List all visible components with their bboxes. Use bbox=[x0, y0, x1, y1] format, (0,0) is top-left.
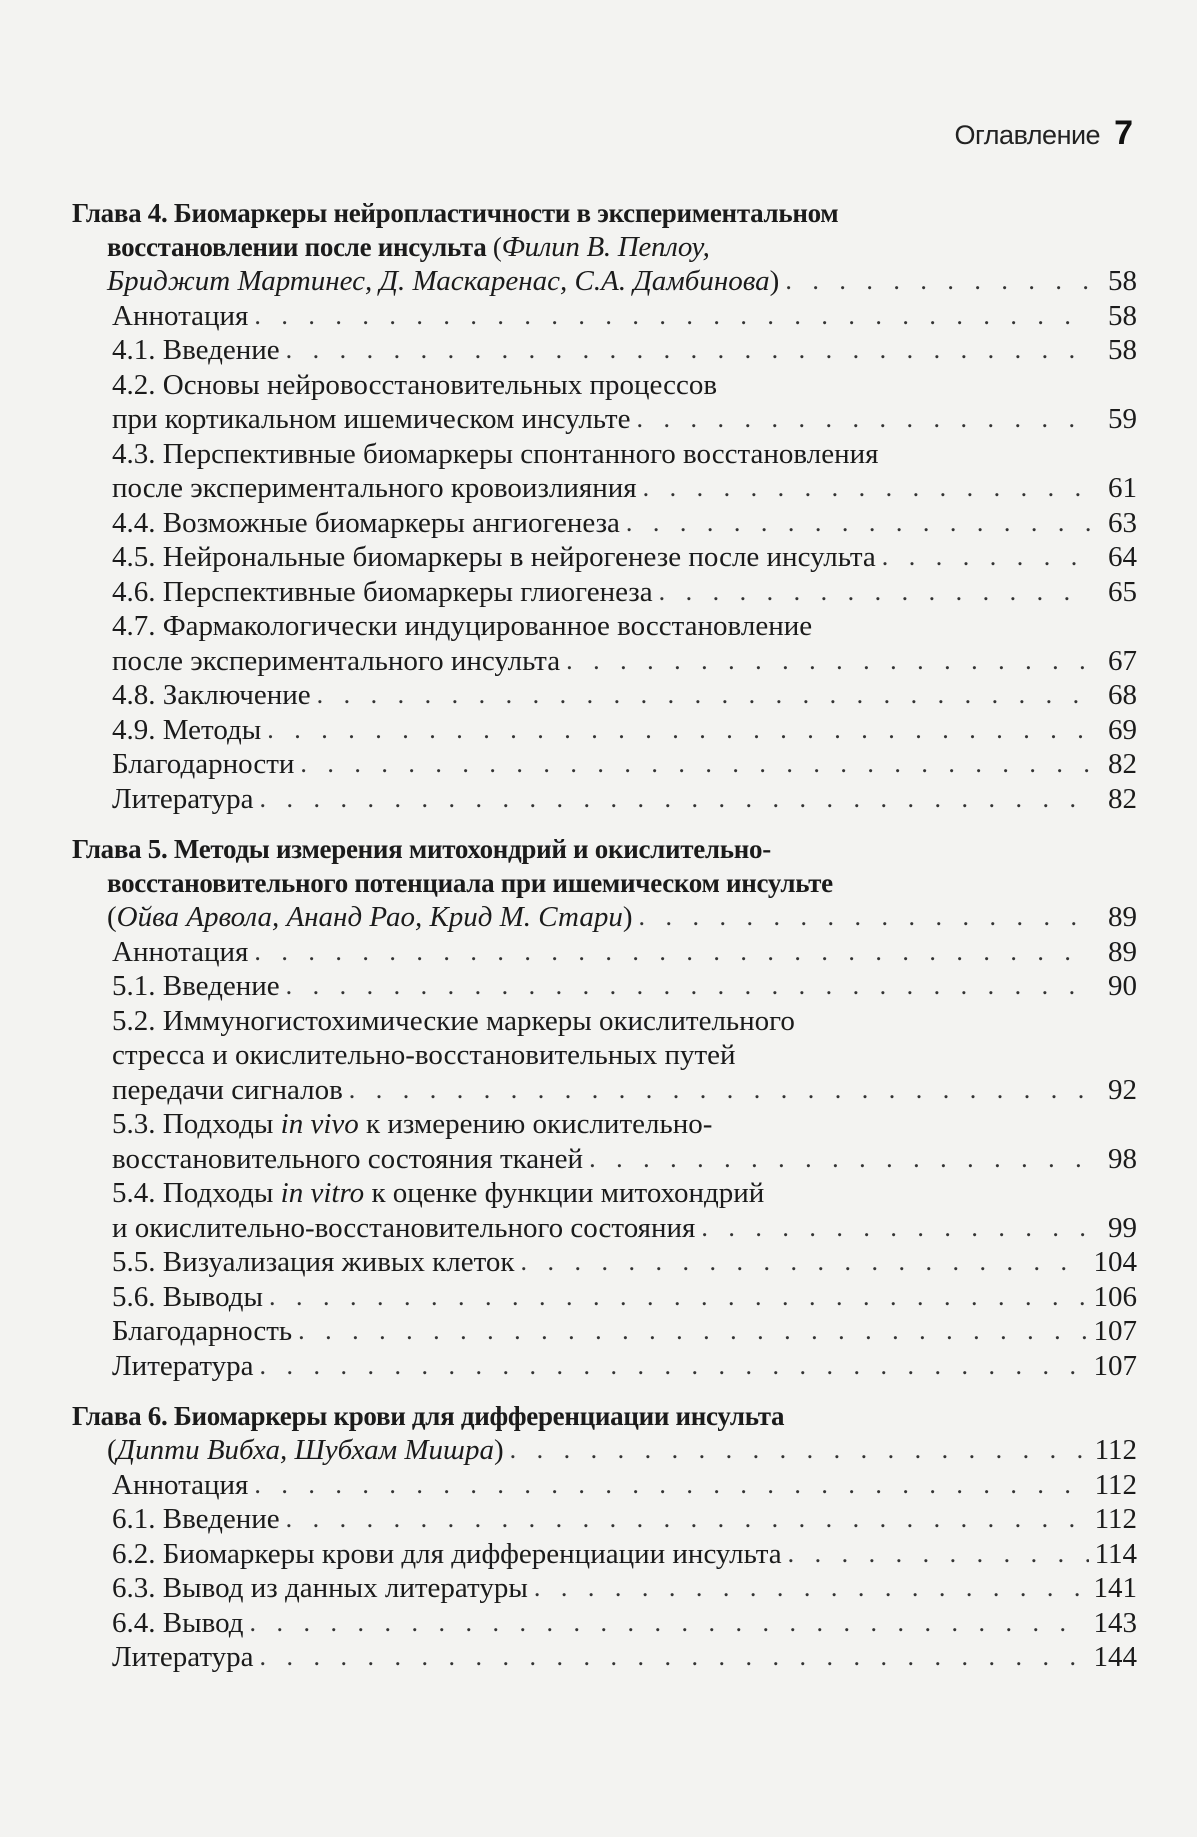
entry-title: передачи сигналов bbox=[112, 1073, 343, 1106]
toc-entry bbox=[72, 299, 1137, 334]
entry-title: Аннотация bbox=[112, 1468, 249, 1501]
entry-text-italic: in vitro bbox=[280, 1177, 365, 1209]
entry-title: и окислительно-восстановительного состояния bbox=[112, 1211, 696, 1244]
chapter-title-line: Глава 5. Методы измерения митохондрий и окислительно- bbox=[72, 834, 771, 864]
leader-dots bbox=[626, 506, 1091, 541]
entry-text-italic: in vivo bbox=[280, 1108, 359, 1140]
leader-dots bbox=[589, 1142, 1091, 1177]
entry-title: 5.6. Выводы bbox=[112, 1280, 263, 1313]
toc-entry bbox=[72, 1314, 1137, 1349]
entry-title: 5.5. Визуализация живых клеток bbox=[112, 1246, 515, 1278]
leader-dots bbox=[659, 575, 1091, 610]
leader-dots bbox=[566, 644, 1091, 679]
leader-dots bbox=[317, 678, 1091, 713]
running-head bbox=[955, 114, 1133, 153]
leader-dots bbox=[250, 1606, 1088, 1641]
chapter-title-line bbox=[72, 230, 1137, 264]
leader-dots bbox=[785, 264, 1091, 299]
entry-page: 107 bbox=[1093, 1315, 1137, 1347]
leader-dots bbox=[260, 1349, 1088, 1384]
entry-page: 58 bbox=[1108, 334, 1137, 366]
entry-page: 58 bbox=[1108, 299, 1137, 332]
chapter-title-line: восстановительного потенциала при ишемическом инсульте bbox=[107, 868, 833, 898]
entry-title: Литература bbox=[112, 1349, 254, 1382]
chapter-authors: Филип В. Пеплоу, bbox=[501, 231, 710, 263]
chapter-4 bbox=[72, 196, 1137, 816]
entry-title: Литература bbox=[112, 1641, 254, 1673]
entry-page: 143 bbox=[1093, 1606, 1137, 1639]
toc-entry bbox=[72, 1468, 1137, 1503]
chapter-entries bbox=[72, 935, 1137, 1384]
entry-title: 4.5. Нейрональные биомаркеры в нейрогенезе после инсульта bbox=[112, 541, 876, 573]
leader-dots bbox=[286, 333, 1091, 368]
leader-dots bbox=[300, 747, 1091, 782]
chapter-authors-line: (Ойва Арвола, Ананд Рао, Крид М. Стари) . . . 89 bbox=[72, 900, 1137, 935]
entry-title: Благодарность bbox=[112, 1315, 293, 1347]
entry-page: 112 bbox=[1094, 1468, 1137, 1501]
entry-title: 6.2. Биомаркеры крови для дифференциации инсульта bbox=[112, 1537, 782, 1570]
toc-entry bbox=[72, 678, 1137, 713]
leader-dots bbox=[701, 1211, 1091, 1246]
entry-page: 106 bbox=[1093, 1280, 1137, 1313]
toc-entry bbox=[72, 575, 1137, 610]
leader-dots bbox=[882, 540, 1091, 575]
entry-title: 4.9. Методы bbox=[112, 713, 262, 746]
page-number: 7 bbox=[1114, 114, 1133, 152]
leader-dots bbox=[298, 1314, 1087, 1349]
entry-title: при кортикальном ишемическом инсульте bbox=[112, 403, 631, 435]
toc-entry bbox=[72, 1571, 1137, 1606]
toc-entry bbox=[72, 747, 1137, 782]
entry-page: 64 bbox=[1108, 541, 1137, 573]
entry-page: 67 bbox=[1108, 644, 1137, 677]
entry-page: 63 bbox=[1108, 506, 1137, 539]
toc-entry-line: 4.3. Перспективные биомаркеры спонтанного восстановления bbox=[112, 437, 879, 470]
chapter-page: 58 bbox=[1108, 265, 1137, 297]
toc-entry-line: 4.2. Основы нейровосстановительных процессов bbox=[112, 368, 718, 401]
toc-entry-line: стресса и окислительно-восстановительных путей bbox=[112, 1039, 736, 1071]
leader-dots bbox=[286, 969, 1091, 1004]
toc-entry bbox=[72, 506, 1137, 541]
entry-page: 82 bbox=[1108, 748, 1137, 780]
chapter-page: 89 bbox=[1108, 901, 1137, 933]
entry-page: 104 bbox=[1093, 1246, 1137, 1278]
toc-entry bbox=[72, 1640, 1137, 1675]
leader-dots bbox=[254, 1468, 1088, 1503]
entry-title: Аннотация bbox=[112, 299, 249, 332]
toc-entry bbox=[72, 1245, 1137, 1280]
entry-page: 65 bbox=[1108, 575, 1137, 608]
entry-page: 112 bbox=[1094, 1503, 1137, 1535]
entry-page: 144 bbox=[1093, 1641, 1137, 1673]
entry-text: к измерению окислительно- bbox=[358, 1108, 713, 1140]
entry-page: 68 bbox=[1108, 679, 1137, 711]
entry-title: 5.1. Введение bbox=[112, 970, 280, 1002]
toc-entry bbox=[72, 471, 1137, 506]
entry-page: 98 bbox=[1108, 1142, 1137, 1175]
leader-dots bbox=[286, 1502, 1089, 1537]
entry-title: Литература bbox=[112, 782, 254, 815]
entry-title: 4.6. Перспективные биомаркеры глиогенеза bbox=[112, 575, 653, 608]
toc-entry bbox=[72, 1211, 1137, 1246]
toc-entry-line: 5.2. Иммуногистохимические маркеры окислительного bbox=[112, 1004, 795, 1037]
toc-entry bbox=[72, 1142, 1137, 1177]
chapter-entries bbox=[72, 299, 1137, 817]
leader-dots bbox=[636, 402, 1091, 437]
entry-title: 6.1. Введение bbox=[112, 1503, 280, 1535]
leader-dots bbox=[520, 1245, 1087, 1280]
chapter-page: 112 bbox=[1094, 1434, 1137, 1466]
entry-title: 6.3. Вывод из данных литературы bbox=[112, 1572, 528, 1604]
leader-dots bbox=[510, 1433, 1089, 1468]
paren-close: ) bbox=[769, 265, 780, 297]
entry-title: 4.4. Возможные биомаркеры ангиогенеза bbox=[112, 506, 620, 539]
leader-dots bbox=[254, 299, 1091, 334]
toc-entry bbox=[72, 333, 1137, 368]
paren-open: ( bbox=[486, 232, 502, 262]
entry-page: 107 bbox=[1093, 1349, 1137, 1382]
entry-text: к оценке функции митохондрий bbox=[364, 1177, 765, 1209]
entry-title: Благодарности bbox=[112, 748, 295, 780]
entry-title: после экспериментального кровоизлияния bbox=[112, 472, 637, 504]
chapter-title-part: восстановлении после инсульта bbox=[107, 232, 487, 262]
chapter-authors: Ойва Арвола, Ананд Рао, Крид М. Стари bbox=[116, 901, 623, 933]
leader-dots bbox=[260, 1640, 1088, 1675]
entry-page: 90 bbox=[1108, 970, 1137, 1002]
leader-dots bbox=[267, 713, 1091, 748]
entry-page: 82 bbox=[1108, 782, 1137, 815]
entry-text: 5.4. Подходы bbox=[112, 1177, 281, 1209]
toc-entry bbox=[72, 782, 1137, 817]
entry-page: 114 bbox=[1094, 1537, 1137, 1570]
entry-page: 59 bbox=[1108, 403, 1137, 435]
toc-entry-line bbox=[72, 1176, 1137, 1211]
chapter-title-line: Глава 6. Биомаркеры крови для дифференциации инсульта bbox=[72, 1401, 785, 1431]
toc-entry bbox=[72, 644, 1137, 679]
leader-dots bbox=[639, 900, 1091, 935]
entry-page: 92 bbox=[1108, 1073, 1137, 1106]
toc-entry bbox=[72, 540, 1137, 575]
toc-entry bbox=[72, 1502, 1137, 1537]
leader-dots bbox=[260, 782, 1091, 817]
toc-entry bbox=[72, 713, 1137, 748]
chapter-5 bbox=[72, 832, 1137, 1383]
entry-page: 89 bbox=[1108, 935, 1137, 968]
toc-entry bbox=[72, 402, 1137, 437]
running-head-title: Оглавление bbox=[954, 120, 1101, 150]
chapter-6 bbox=[72, 1399, 1137, 1675]
entry-page: 99 bbox=[1108, 1211, 1137, 1244]
toc-entry bbox=[72, 1349, 1137, 1384]
entry-title: 6.4. Вывод bbox=[112, 1606, 244, 1639]
chapter-authors: Бриджит Мартинес, Д. Маскаренас, С.А. Дамбинова bbox=[107, 265, 770, 297]
chapter-authors-line: (Дипти Вибха, Шубхам Мишра) . . . 112 bbox=[72, 1433, 1137, 1468]
leader-dots bbox=[534, 1571, 1088, 1606]
entry-title: Аннотация bbox=[112, 935, 249, 968]
toc-entry-line: 4.7. Фармакологически индуцированное восстановление bbox=[112, 610, 813, 642]
chapter-entries bbox=[72, 1468, 1137, 1675]
toc-entry bbox=[72, 1537, 1137, 1572]
chapter-title-line: Глава 4. Биомаркеры нейропластичности в экспериментальном bbox=[72, 198, 839, 228]
entry-title: после экспериментального инсульта bbox=[112, 644, 561, 677]
entry-page: 61 bbox=[1108, 472, 1137, 504]
toc-entry bbox=[72, 935, 1137, 970]
toc-entry bbox=[72, 1280, 1137, 1315]
entry-title: 4.8. Заключение bbox=[112, 679, 311, 711]
leader-dots bbox=[643, 471, 1091, 506]
entry-page: 69 bbox=[1108, 713, 1137, 746]
entry-title: 4.1. Введение bbox=[112, 334, 280, 366]
toc-entry-line bbox=[72, 1107, 1137, 1142]
leader-dots bbox=[254, 935, 1091, 970]
toc-entry bbox=[72, 969, 1137, 1004]
entry-text: 5.3. Подходы bbox=[112, 1108, 281, 1140]
chapter-authors: Дипти Вибха, Шубхам Мишра bbox=[116, 1434, 494, 1466]
entry-title: восстановительного состояния тканей bbox=[112, 1142, 584, 1175]
toc-entry bbox=[72, 1606, 1137, 1641]
leader-dots bbox=[788, 1537, 1089, 1572]
table-of-contents bbox=[72, 196, 1137, 1691]
leader-dots bbox=[269, 1280, 1088, 1315]
leader-dots bbox=[349, 1073, 1091, 1108]
toc-entry bbox=[72, 1073, 1137, 1108]
entry-page: 141 bbox=[1093, 1572, 1137, 1604]
chapter-authors-line bbox=[72, 264, 1137, 299]
